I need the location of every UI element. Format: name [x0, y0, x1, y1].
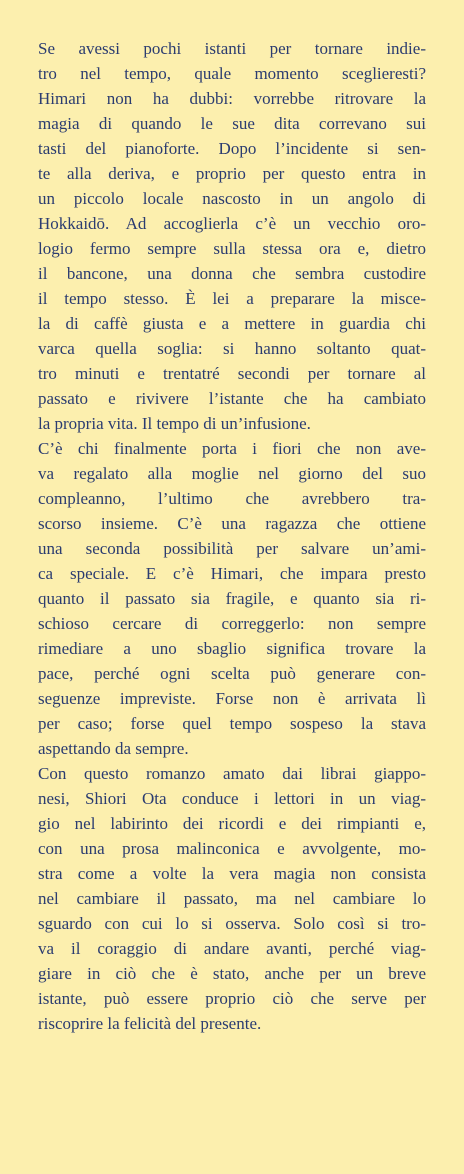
text-line: pace, perché ogni scelta può generare con- [38, 664, 426, 683]
text-line: Se avessi pochi istanti per tornare indie- [38, 39, 426, 58]
text-line: scorso insieme. C’è una ragazza che ottiene [38, 514, 426, 533]
text-line: logio fermo sempre sulla stessa ora e, dietro [38, 239, 426, 258]
text-line: giare in ciò che è stato, anche per un breve [38, 964, 426, 983]
text-line: tasti del pianoforte. Dopo l’incidente si sen- [38, 139, 426, 158]
text-line: seguenze impreviste. Forse non è arrivata lì [38, 689, 426, 708]
text-line: tro minuti e trentatré secondi per tornare al [38, 364, 426, 383]
text-line: nel cambiare il passato, ma nel cambiare lo [38, 889, 426, 908]
text-line: istante, può essere proprio ciò che serve per [38, 989, 426, 1008]
paragraph-3 [38, 761, 426, 1036]
text-line: sguardo con cui lo si osserva. Solo così si tro- [38, 914, 426, 933]
synopsis-text [38, 36, 426, 1036]
text-line: il bancone, una donna che sembra custodire [38, 264, 426, 283]
text-line: passato e rivivere l’istante che ha cambiato [38, 389, 426, 408]
text-line: un piccolo locale nascosto in un angolo di [38, 189, 426, 208]
text-line: va il coraggio di andare avanti, perché viag- [38, 939, 426, 958]
text-line: schioso cercare di correggerlo: non sempre [38, 614, 426, 633]
text-line: quanto il passato sia fragile, e quanto sia ri- [38, 589, 426, 608]
paragraph-1 [38, 36, 426, 436]
text-line: il tempo stesso. È lei a preparare la misce- [38, 289, 426, 308]
text-line: stra come a volte la vera magia non consista [38, 864, 426, 883]
text-line: va regalato alla moglie nel giorno del suo [38, 464, 426, 483]
text-line: Hokkaidō. Ad accoglierla c’è un vecchio oro- [38, 214, 426, 233]
text-line: magia di quando le sue dita correvano sui [38, 114, 426, 133]
text-line: con una prosa malinconica e avvolgente, mo- [38, 839, 426, 858]
text-line: compleanno, l’ultimo che avrebbero tra- [38, 489, 426, 508]
text-line: ca speciale. E c’è Himari, che impara presto [38, 564, 426, 583]
text-line: la di caffè giusta e a mettere in guardia chi [38, 314, 426, 333]
text-line: te alla deriva, e proprio per questo entra in [38, 164, 426, 183]
text-line: la propria vita. Il tempo di un’infusione. [38, 414, 311, 433]
text-line: varca quella soglia: si hanno soltanto quat- [38, 339, 426, 358]
paragraph-2 [38, 436, 426, 761]
text-line: riscoprire la felicità del presente. [38, 1014, 262, 1033]
text-line: nesi, Shiori Ota conduce i lettori in un viag- [38, 789, 426, 808]
text-line: per caso; forse quel tempo sospeso la stava [38, 714, 426, 733]
text-line: gio nel labirinto dei ricordi e dei rimpianti e, [38, 814, 426, 833]
text-line: Himari non ha dubbi: vorrebbe ritrovare la [38, 89, 426, 108]
text-line: rimediare a uno sbaglio significa trovare la [38, 639, 426, 658]
text-line: Con questo romanzo amato dai librai giappo- [38, 764, 426, 783]
text-line: una seconda possibilità per salvare un’ami- [38, 539, 426, 558]
text-line: C’è chi finalmente porta i fiori che non ave- [38, 439, 426, 458]
text-line: aspettando da sempre. [38, 739, 189, 758]
text-line: tro nel tempo, quale momento sceglieresti? [38, 64, 426, 83]
